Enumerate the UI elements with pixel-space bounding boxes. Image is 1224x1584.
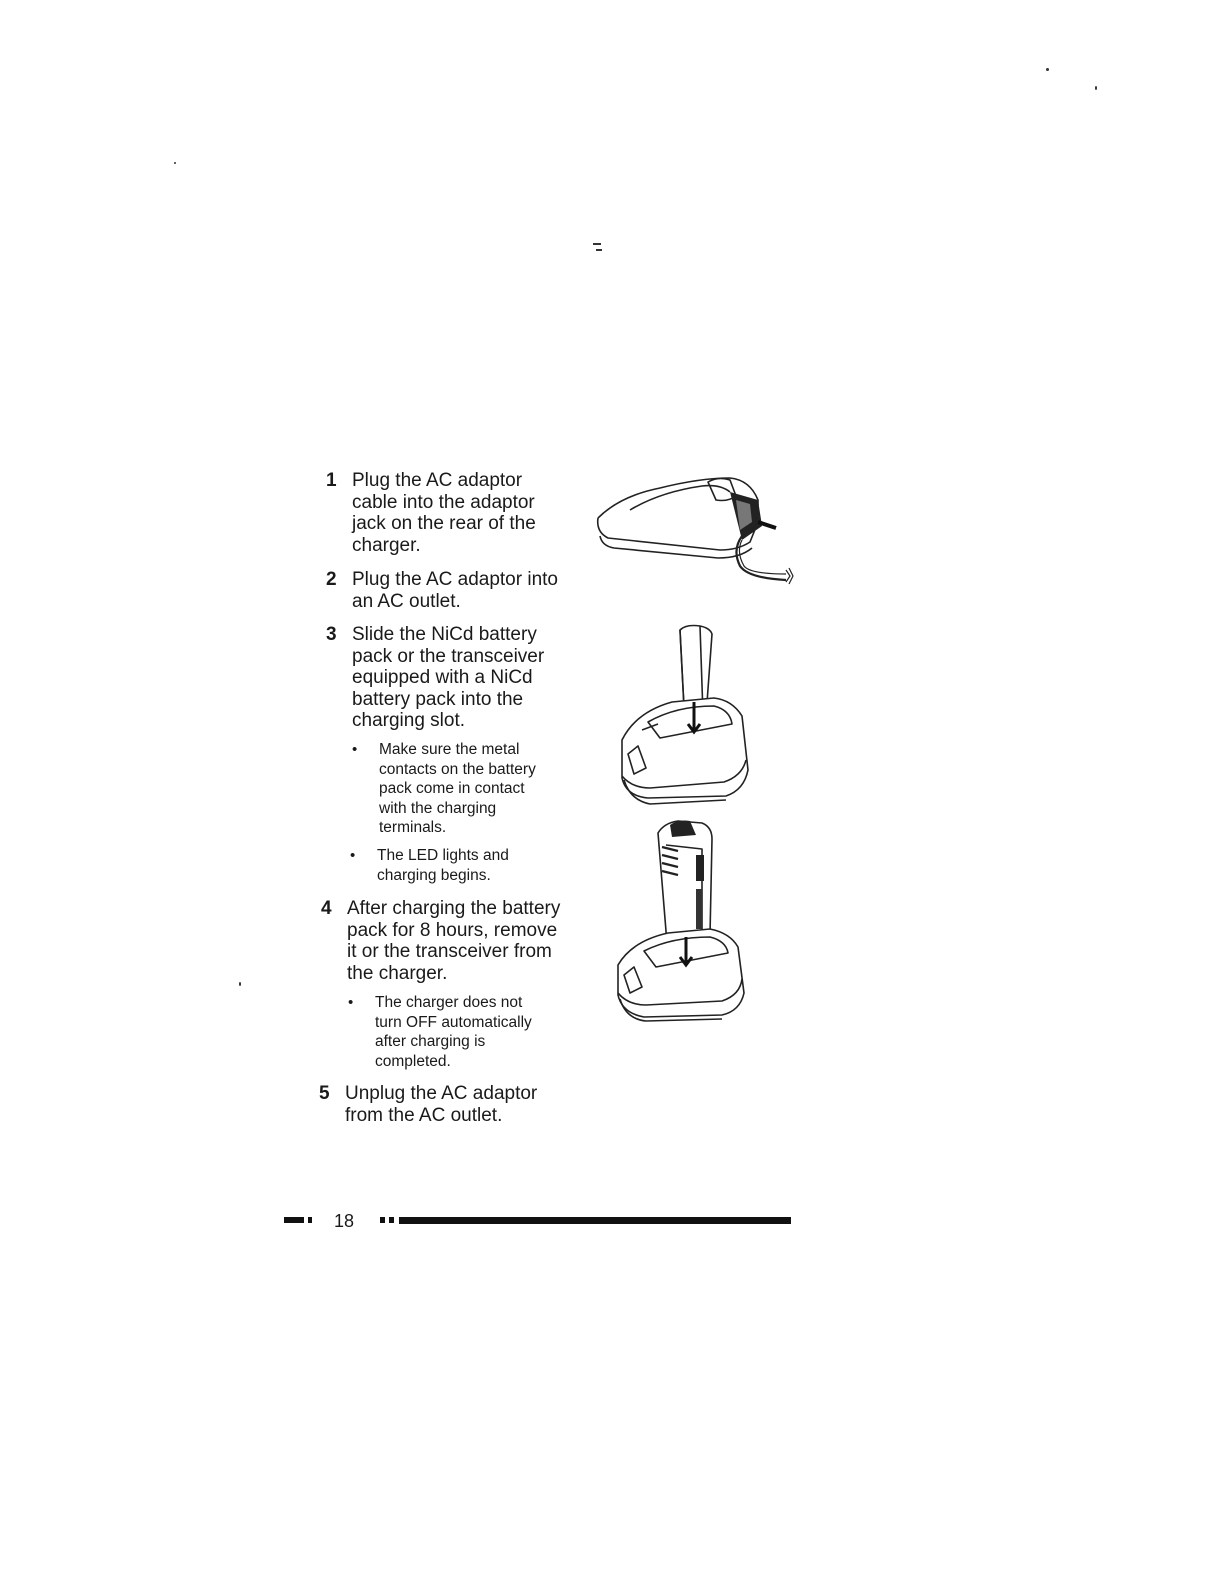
step-line: jack on the rear of the: [352, 513, 536, 534]
bullet-dot: •: [348, 994, 354, 1011]
footer-dot-2: [389, 1217, 394, 1223]
bullet-line: completed.: [375, 1052, 451, 1070]
step-text: [352, 624, 544, 732]
bullet-text: [379, 740, 536, 838]
step-number: 3: [326, 624, 337, 645]
scan-speck: [1095, 86, 1097, 90]
step-text: [347, 898, 560, 984]
transceiver-into-charger-illustration: [610, 815, 760, 1025]
step-line: equipped with a NiCd: [352, 667, 533, 688]
step-line: Slide the NiCd battery: [352, 624, 537, 645]
step-line: Unplug the AC adaptor: [345, 1083, 538, 1104]
bullet-line: Make sure the metal: [379, 741, 520, 758]
scan-speck: [1046, 68, 1049, 71]
bullet-line: contacts on the battery: [379, 760, 536, 778]
bullet-line: terminals.: [379, 819, 447, 836]
scan-speck: [174, 162, 176, 164]
step-line: it or the transceiver from: [347, 941, 552, 962]
bullet-line: charging begins.: [377, 866, 491, 884]
step-line: Plug the AC adaptor into: [352, 569, 558, 590]
bullet-line: turn OFF automatically: [375, 1013, 532, 1031]
footer-bar-left: [284, 1217, 304, 1223]
page-number: 18: [334, 1211, 355, 1231]
step-line: After charging the battery: [347, 898, 561, 919]
step-number: 5: [319, 1083, 330, 1104]
step-text: [345, 1083, 537, 1126]
footer-bar-left-small: [308, 1217, 312, 1223]
scan-speck: [239, 982, 241, 986]
bullet-line: The charger does not: [375, 994, 523, 1011]
step-number: 2: [326, 569, 337, 590]
step-line: an AC outlet.: [352, 590, 461, 612]
step-text: [352, 470, 536, 556]
step-line: battery pack into the: [352, 688, 524, 710]
step-line: charger.: [352, 534, 421, 556]
bullet-dot: •: [350, 847, 356, 864]
scan-speck: [593, 243, 601, 245]
bullet-line: pack come in contact: [379, 780, 525, 797]
step-number: 1: [326, 470, 337, 491]
step-line: cable into the adaptor: [352, 491, 535, 513]
step-line: charging slot.: [352, 710, 466, 731]
step-text: [352, 569, 558, 612]
step-line: from the AC outlet.: [345, 1104, 503, 1126]
step-line: Plug the AC adaptor: [352, 470, 523, 491]
bullet-text: [375, 993, 532, 1071]
footer-dot-1: [380, 1217, 385, 1223]
bullet-line: after charging is: [375, 1033, 486, 1050]
scan-speck: [596, 249, 602, 251]
step-number: 4: [321, 898, 332, 919]
battery-into-charger-illustration: [614, 620, 759, 810]
bullet-text: [377, 846, 509, 885]
bullet-line: The LED lights and: [377, 847, 509, 864]
bullet-line: with the charging: [379, 799, 497, 817]
charger-adaptor-illustration: [590, 470, 810, 595]
footer-rule: [399, 1217, 791, 1224]
bullet-dot: •: [352, 741, 358, 758]
page-footer: [284, 1209, 794, 1233]
step-line: pack for 8 hours, remove: [347, 919, 558, 941]
step-line: pack or the transceiver: [352, 645, 545, 667]
step-line: the charger.: [347, 962, 448, 984]
